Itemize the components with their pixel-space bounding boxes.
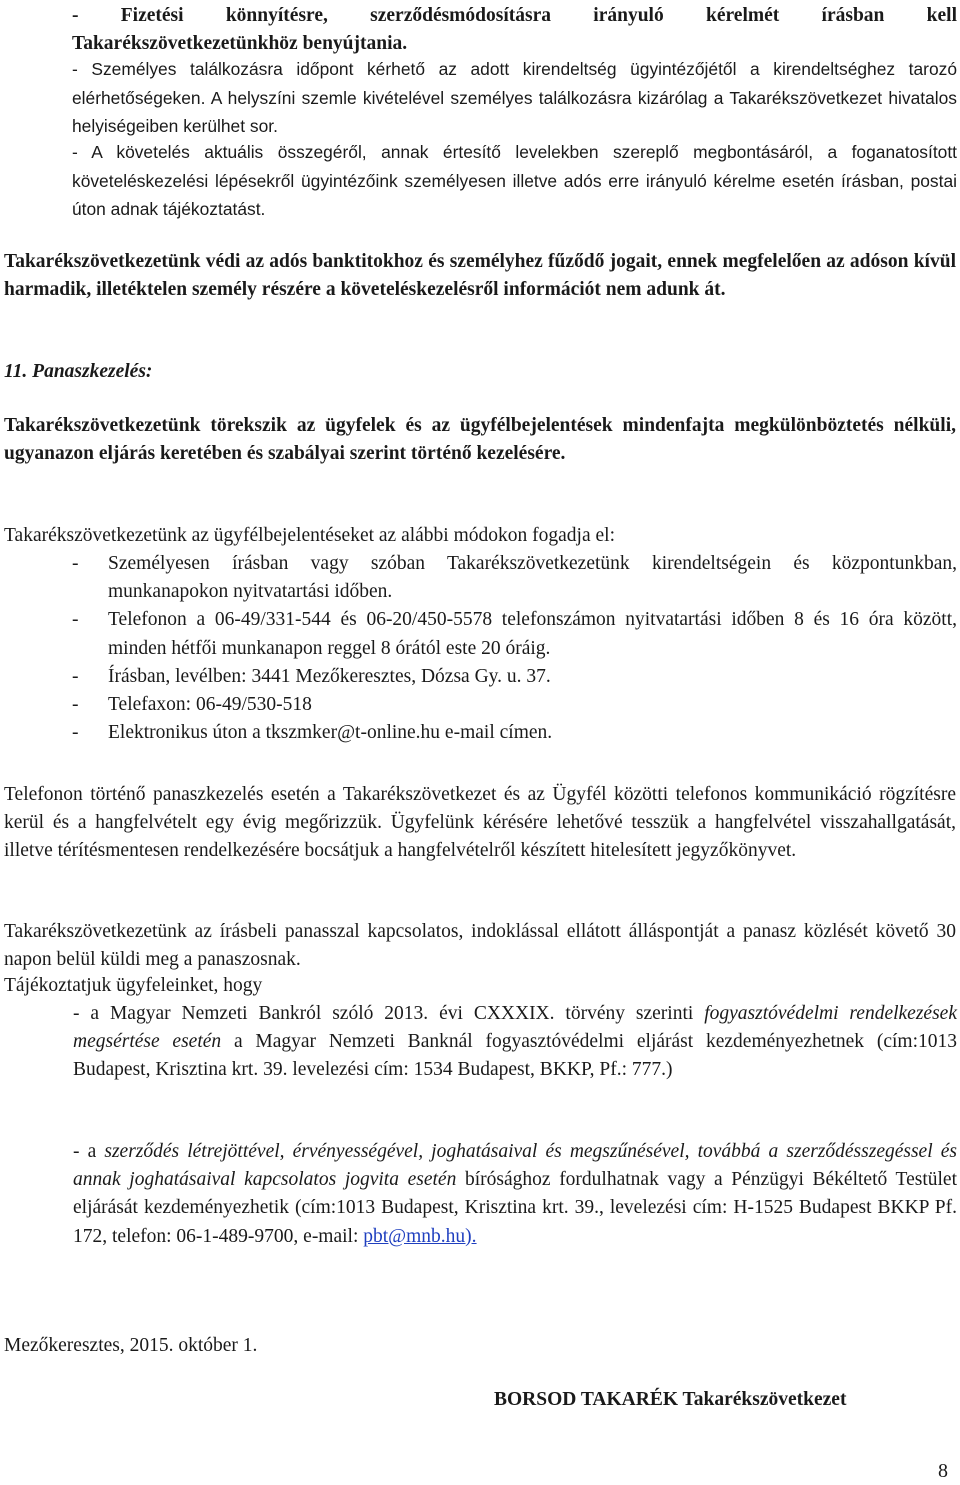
inform-1-post: a Magyar Nemzeti Banknál fogyasztóvédelmi eljárást kezdeményezhetnek (cím:1013 Budapest, Krisztina krt. 39. levelezési cím: 1534 Budapest, BKKP, Pf.: 777.): [73, 1031, 958, 1081]
complaint-intro: Takarékszövetkezetünk törekszik az ügyfelek és az ügyfélbejelentések mindenfajta megkülönböztetés nélküli, ugyanazon eljárás keretében és szabályai szerint történő kezelésére.: [4, 415, 956, 465]
dash-bullet: -: [72, 553, 79, 574]
privacy-paragraph: Takarékszövetkezetünk védi az adós banktitokhoz és személyhez fűződő jogait, ennek megfelelően az adóson kívül harmadik, illetéktelen személy részére a követeléskezelésről információt nem adunk át.: [4, 251, 956, 301]
channel-item: [72, 691, 957, 719]
inform-item-1: [73, 1000, 957, 1085]
channel-text: Írásban, levélben: 3441 Mezőkeresztes, Dózsa Gy. u. 37.: [108, 665, 551, 687]
channel-text: Elektronikus úton a tkszmker@t-online.hu e-mail címen.: [108, 722, 553, 744]
channels-intro: Takarékszövetkezetünk az ügyfélbejelentéseket az alábbi módokon fogadja el:: [4, 525, 615, 546]
phone-paragraph: Telefonon történő panaszkezelés esetén a Takarékszövetkezet és az Ügyfél közötti telefonos kommunikáció rögzítésre kerül és a hangfelvételt egy évig megőrizzük. Ügyfelünk kérésére lehetővé tesszük a hangfelvétel visszahallgatását, illetve térítésmentesen rendelkezésére bocsátjuk a hangfelvételről készített hitelesített jegyzőkönyvet.: [4, 784, 956, 862]
channel-item: [72, 550, 957, 606]
inform-2-post: bírósághoz fordulhatnak vagy a Pénzügyi Békéltető Testület eljárását kezdeményezhetik (cím:1013 Budapest, Krisztina krt. 39., levelezési cím: H-1525 Budapest BKKP Pf. 172, telefon: 06-1-489-9700, e-mail:: [73, 1169, 957, 1247]
inform-intro: Tájékoztatjuk ügyfeleinket, hogy: [4, 975, 263, 996]
top-item-1: [72, 2, 957, 58]
dash-bullet: -: [72, 609, 79, 631]
inform-1-pre: - a Magyar Nemzeti Bankról szóló 2013. évi CXXXIX. törvény szerinti: [73, 1003, 705, 1024]
channel-item: [72, 663, 957, 691]
page-number: 8: [938, 1460, 948, 1482]
dash-bullet: -: [72, 665, 79, 687]
inform-2-pre: - a: [73, 1141, 105, 1162]
section-heading: 11. Panaszkezelés:: [4, 361, 153, 382]
inform-1-italic: fogyasztóvédelmi rendelkezések megsértése esetén: [73, 1003, 957, 1053]
channels-list: [72, 550, 957, 747]
place-date: Mezőkeresztes, 2015. október 1.: [4, 1335, 258, 1356]
channel-text: Telefaxon: 06-49/530-518: [108, 694, 312, 716]
top-item-1-line2: Takarékszövetkezetünkhöz benyújtania.: [72, 33, 408, 55]
inform-item-2: [73, 1138, 957, 1251]
top-item-1-line1: - Fizetési könnyítésre, szerződésmódosításra irányuló kérelmét írásban kell: [72, 5, 957, 26]
inform-2-italic: szerződés létrejöttével, érvényességével, joghatásaival és megszűnésével, továbbá a szerződésszegéssel és annak joghatásaival kapcsolatos jogvita esetén: [73, 1141, 957, 1191]
dash-bullet: -: [72, 722, 79, 744]
top-item-3: - A követelés aktuális összegéről, annak értesítő levelekben szereplő megbontásáról, a foganatosított követeléskezelési lépésekről ügyintézőink személyesen illetve adós erre irányuló kérelme esetén írásban, postai úton adnak tájékoztatást.: [72, 142, 957, 219]
channel-text: Személyesen írásban vagy szóban Takarékszövetkezetünk kirendeltségein és központunkban, munkanapokon nyitvatartási időben.: [108, 553, 957, 603]
channel-item: [72, 719, 957, 747]
signature: BORSOD TAKARÉK Takarékszövetkezet: [494, 1389, 847, 1410]
channel-text: Telefonon a 06-49/331-544 és 06-20/450-5578 telefonszámon nyitvatartási időben 8 és 16 óra között, minden hétfői munkanapon reggel 8 órától este 20 óráig.: [108, 609, 957, 659]
response-paragraph: Takarékszövetkezetünk az írásbeli panasszal kapcsolatos, indoklással ellátott álláspontját a panasz közlését követő 30 napon belül küldi meg a panaszosnak.: [4, 921, 956, 971]
channel-item: [72, 606, 957, 662]
top-item-2: - Személyes találkozásra időpont kérhető az adott kirendeltség ügyintézőjétől a kirendeltséghez tarozó elérhetőségeken. A helyszíni szemle kivételével személyes találkozásra kizárólag a Takarékszövetkezet hivatalos helyiségeiben kerülhet sor.: [72, 59, 957, 136]
pbt-email-link[interactable]: pbt@mnb.hu).: [363, 1225, 477, 1247]
dash-bullet: -: [72, 694, 79, 716]
